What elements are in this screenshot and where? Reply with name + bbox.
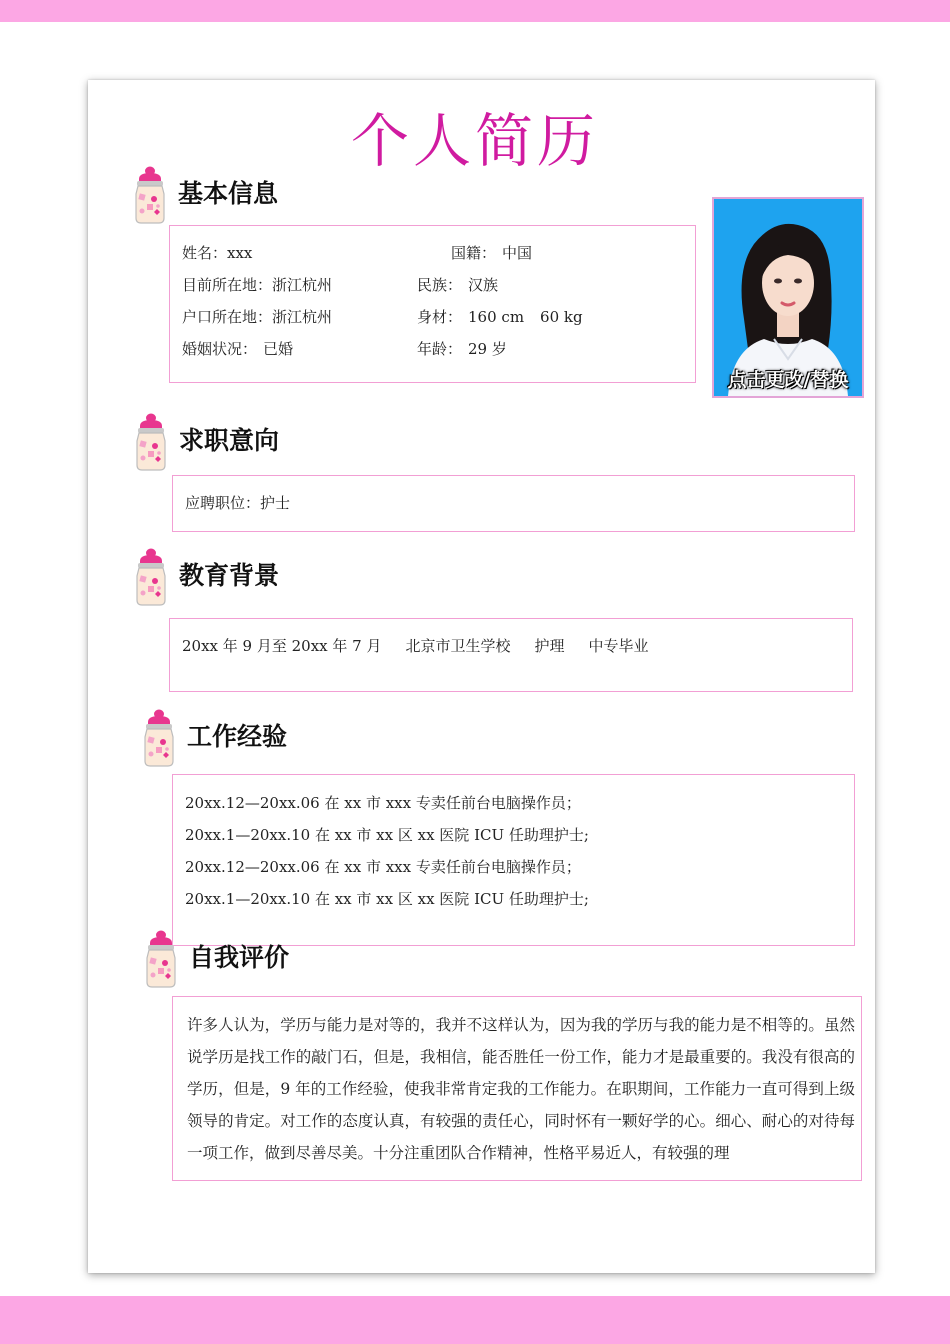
self-eval-box — [172, 996, 862, 1181]
height-value: 160 cm — [468, 308, 525, 326]
nationality-value: 中国 — [502, 244, 533, 262]
ethnicity-value: 汉族 — [468, 276, 499, 294]
location-label: 目前所在地： — [182, 276, 273, 294]
body-field — [417, 306, 583, 327]
education-box — [169, 618, 853, 692]
bottom-band — [0, 1296, 950, 1344]
age-value: 29 岁 — [468, 340, 507, 358]
basic-info-box — [169, 225, 696, 383]
age-field — [417, 338, 507, 359]
education-major: 护理 — [534, 637, 565, 655]
age-label: 年龄： — [417, 340, 463, 358]
hukou-label: 户口所在地： — [182, 308, 273, 326]
work-item: 20xx.12—20xx.06 在 xx 市 xxx 专卖任前台电脑操作员； — [185, 858, 581, 876]
hukou-value: 浙江杭州 — [272, 308, 333, 326]
work-item: 20xx.1—20xx.10 在 xx 市 xx 区 xx 医院 ICU 任助理护士; — [185, 826, 589, 844]
work-item: 20xx.12—20xx.06 在 xx 市 xxx 专卖任前台电脑操作员； — [185, 794, 581, 812]
position-label: 应聘职位： — [185, 494, 261, 512]
section-work-title: 工作经验 — [187, 722, 288, 751]
section-intent-title: 求职意向 — [179, 426, 280, 455]
body-label: 身材： — [417, 308, 463, 326]
photo-caption[interactable]: 点击更改/替换 — [727, 369, 849, 391]
education-school: 北京市卫生学校 — [405, 637, 511, 655]
baby-bottle-icon — [130, 166, 170, 226]
weight-value: 60 kg — [540, 308, 583, 326]
marital-field — [182, 338, 293, 359]
name-value: xxx — [227, 244, 253, 262]
nationality-label: 国籍： — [451, 244, 497, 262]
marital-label: 婚姻状况： — [182, 340, 258, 358]
location-value: 浙江杭州 — [272, 276, 333, 294]
baby-bottle-icon — [131, 548, 171, 608]
work-box — [172, 774, 855, 946]
ethnicity-field — [417, 274, 498, 295]
name-field — [182, 242, 252, 263]
position-field — [185, 492, 290, 513]
education-row — [182, 635, 649, 656]
location-field — [182, 274, 332, 295]
section-basic-title: 基本信息 — [178, 179, 279, 208]
baby-bottle-icon — [141, 930, 181, 990]
nationality-field — [451, 242, 532, 263]
self-eval-text: 许多人认为，学历与能力是对等的，我并不这样认为，因为我的学历与我的能力是不相等的。虽然说学历是找工作的敲门石，但是，我相信，能否胜任一份工作，能力才是最重要的。我没有很高的学历，但是，9 年的工作经验，使我非常肯定我的工作能力。在职期间，工作能力一直可得到上级领导的肯定。对工作的态度认真，有较强的责任心，同时怀有一颗好学的心。细心、耐心的对待每一项工作，做到尽善尽美。十分注重团队合作精神，性格平易近人，有较强的理 — [187, 1016, 855, 1162]
work-item: 20xx.1—20xx.10 在 xx 市 xx 区 xx 医院 ICU 任助理护士; — [185, 890, 589, 908]
intent-box — [172, 475, 855, 532]
page-title: 个人简历 — [350, 107, 599, 175]
education-period: 20xx 年 9 月至 20xx 年 7 月 — [182, 637, 382, 655]
baby-bottle-icon — [139, 709, 179, 769]
education-degree: 中专毕业 — [588, 637, 649, 655]
section-education-title: 教育背景 — [179, 561, 280, 590]
hukou-field — [182, 306, 332, 327]
marital-value: 已婚 — [263, 340, 294, 358]
profile-photo[interactable] — [712, 197, 864, 398]
position-value: 护士 — [260, 494, 291, 512]
section-self-title: 自我评价 — [189, 943, 290, 972]
top-band — [0, 0, 950, 22]
baby-bottle-icon — [131, 413, 171, 473]
ethnicity-label: 民族： — [417, 276, 463, 294]
name-label: 姓名： — [182, 244, 228, 262]
